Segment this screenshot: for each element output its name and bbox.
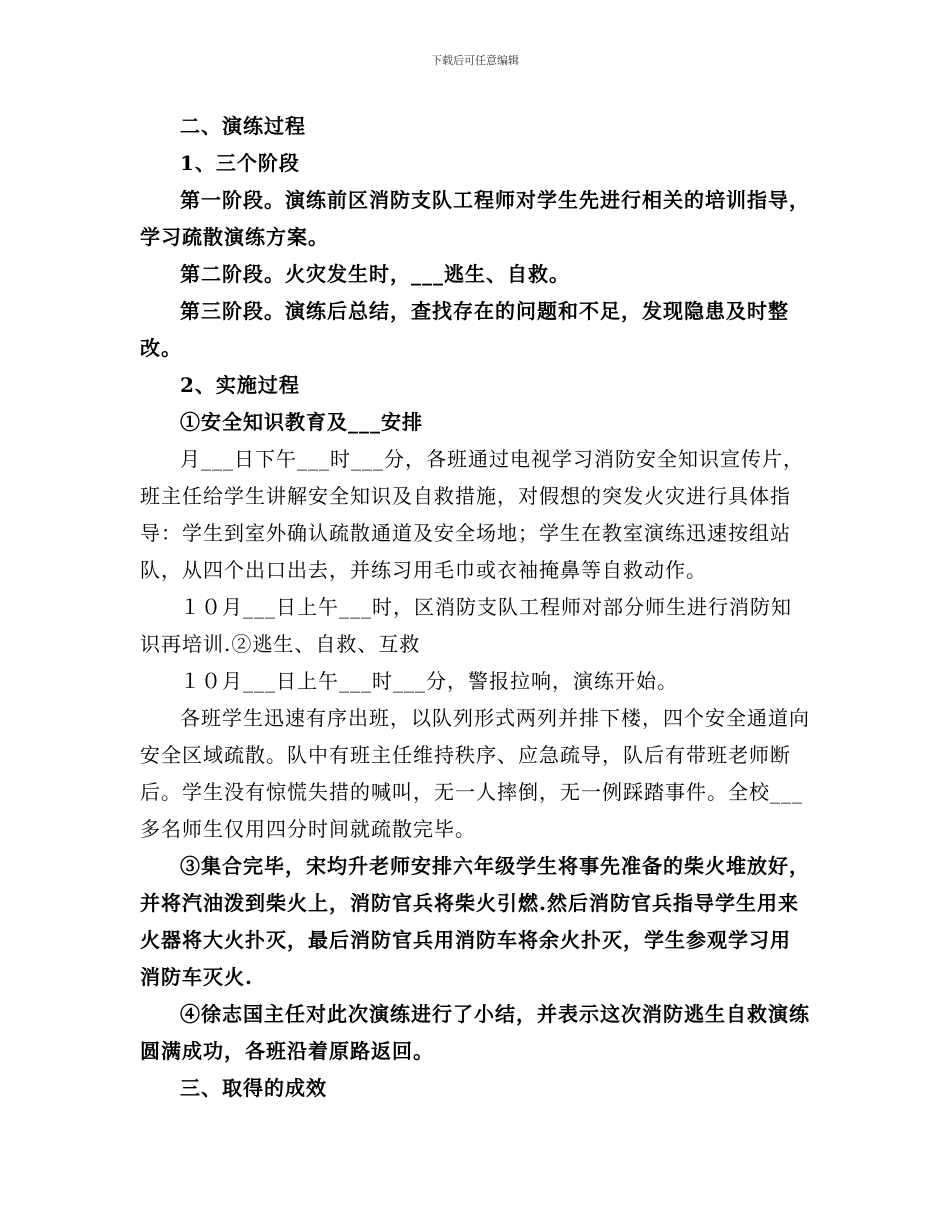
section-heading-process: 二、演练过程 bbox=[180, 114, 306, 138]
page-header: 下载后可任意编辑 bbox=[431, 54, 519, 67]
subheading-three-stages: 1、三个阶段 bbox=[180, 151, 300, 175]
paragraph-summary: ④徐志国主任对此次演练进行了小结，并表示这次消防逃生自救演练圆满成功，各班沿着原路返回。 bbox=[140, 1002, 810, 1063]
subheading-implementation: 2、实施过程 bbox=[180, 373, 300, 397]
paragraph-retraining: １０月___日上午___时，区消防支队工程师对部分师生进行消防知识再培训.②逃生、自救、互救 bbox=[140, 595, 792, 656]
document-body bbox=[140, 108, 810, 1107]
paragraph-alarm: １０月___日上午___时___分，警报拉响，演练开始。 bbox=[180, 669, 678, 693]
section-heading-results: 三、取得的成效 bbox=[180, 1076, 327, 1100]
paragraph-stage-three: 第三阶段。演练后总结，查找存在的问题和不足，发现隐患及时整改。 bbox=[140, 299, 789, 360]
paragraph-tv-learning: 月___日下午___时___分，各班通过电视学习消防安全知识宣传片，班主任给学生讲解安全知识及自救措施，对假想的突发火灾进行具体指导：学生到室外确认疏散通道及安全场地；学生在教室演练迅速按组站队，从四个出口出去，并练习用毛巾或衣袖掩鼻等自救动作。 bbox=[140, 447, 804, 582]
paragraph-evacuation: 各班学生迅速有序出班，以队列形式两列并排下楼，四个安全通道向安全区域疏散。队中有班主任维持秩序、应急疏导，队后有带班老师断后。学生没有惊慌失措的喊叫，无一人摔倒，无一例踩踏事件。全校___多名师生仅用四分时间就疏散完毕。 bbox=[140, 706, 810, 841]
paragraph-stage-one: 第一阶段。演练前区消防支队工程师对学生先进行相关的培训指导，学习疏散演练方案。 bbox=[140, 188, 810, 249]
subheading-safety-education: ①安全知识教育及___安排 bbox=[180, 410, 423, 434]
paragraph-stage-two: 第二阶段。火灾发生时，___逃生、自救。 bbox=[180, 262, 570, 286]
paragraph-fire-demo: ③集合完毕，宋均升老师安排六年级学生将事先准备的柴火堆放好，并将汽油泼到柴火上，消防官兵将柴火引燃.然后消防官兵指导学生用来火器将大火扑灭，最后消防官兵用消防车将余火扑灭，学生参观学习用消防车灭火. bbox=[140, 854, 810, 989]
